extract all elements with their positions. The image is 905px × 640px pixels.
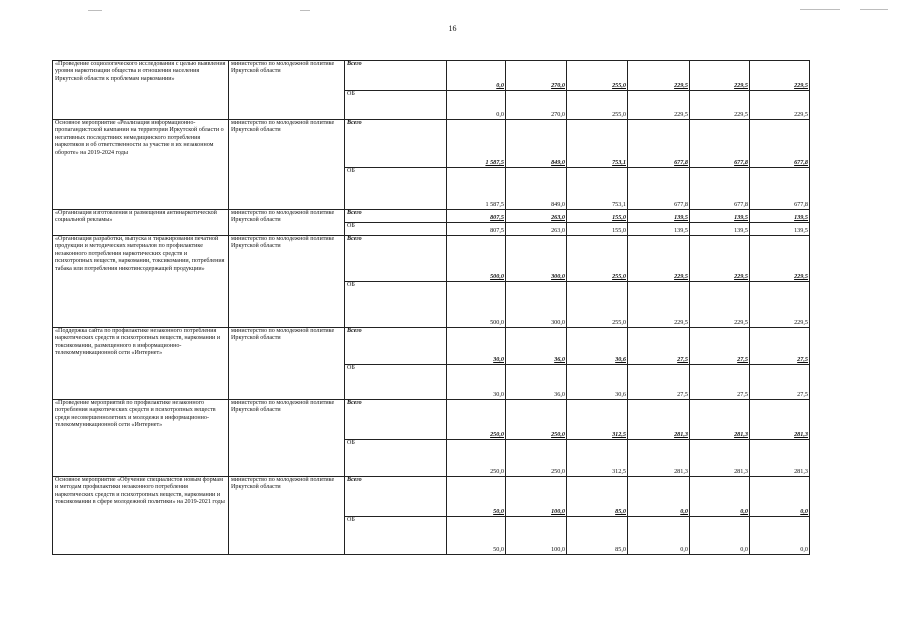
funding-source-label: ОБ (345, 168, 447, 210)
amount-cell: 500,0 (447, 236, 506, 282)
amount-cell: 300,0 (506, 236, 567, 282)
table-row (53, 210, 810, 223)
funding-total-label: Всего (345, 236, 447, 282)
table-row (53, 477, 810, 517)
amount-cell: 677,8 (690, 120, 750, 168)
executor-cell: министерство по молодежной политике Иркутской области (229, 236, 345, 328)
amount-cell: 139,5 (628, 223, 690, 236)
amount-cell: 0,0 (690, 517, 750, 555)
amount-cell: 849,0 (506, 120, 567, 168)
amount-cell: 281,3 (628, 440, 690, 477)
budget-body (53, 61, 810, 555)
amount-cell: 27,5 (628, 328, 690, 365)
funding-total-label: Всего (345, 61, 447, 91)
amount-cell: 312,5 (567, 440, 628, 477)
amount-cell: 139,5 (690, 210, 750, 223)
amount-cell: 229,5 (628, 91, 690, 120)
amount-cell: 281,3 (690, 400, 750, 440)
amount-cell: 0,0 (750, 477, 810, 517)
amount-cell: 849,0 (506, 168, 567, 210)
amount-cell: 250,0 (506, 440, 567, 477)
amount-cell: 807,5 (447, 223, 506, 236)
amount-cell: 229,5 (628, 282, 690, 328)
amount-cell: 27,5 (750, 365, 810, 400)
scan-artifact (300, 10, 310, 11)
amount-cell: 155,0 (567, 210, 628, 223)
amount-cell: 229,5 (750, 282, 810, 328)
funding-source-label: ОБ (345, 365, 447, 400)
amount-cell: 677,8 (628, 168, 690, 210)
amount-cell: 0,0 (690, 477, 750, 517)
amount-cell: 139,5 (690, 223, 750, 236)
funding-source-label: ОБ (345, 91, 447, 120)
amount-cell: 27,5 (750, 328, 810, 365)
amount-cell: 100,0 (506, 517, 567, 555)
amount-cell: 229,5 (690, 91, 750, 120)
amount-cell: 139,5 (628, 210, 690, 223)
amount-cell: 677,8 (750, 120, 810, 168)
funding-source-label: ОБ (345, 282, 447, 328)
table-row (53, 400, 810, 440)
scan-artifact (88, 10, 102, 11)
table-row (53, 61, 810, 91)
amount-cell: 229,5 (750, 91, 810, 120)
table-row (53, 120, 810, 168)
amount-cell: 250,0 (447, 440, 506, 477)
amount-cell: 229,5 (628, 236, 690, 282)
amount-cell: 229,5 (690, 61, 750, 91)
amount-cell: 0,0 (447, 61, 506, 91)
amount-cell: 281,3 (628, 400, 690, 440)
amount-cell: 30,0 (447, 328, 506, 365)
amount-cell: 139,5 (750, 210, 810, 223)
amount-cell: 229,5 (690, 282, 750, 328)
amount-cell: 753,1 (567, 168, 628, 210)
amount-cell: 139,5 (750, 223, 810, 236)
amount-cell: 270,0 (506, 91, 567, 120)
executor-cell: министерство по молодежной политике Иркутской области (229, 477, 345, 555)
activity-name-cell: «Организация разработки, выпуска и тиражирования печатной продукции и методических материалов по профилактике незаконного потребления наркотических средств и психотропных веществ, наркомании, токсикомании, потребления табака или потребления никотинсодержащей продукции» (53, 236, 229, 328)
amount-cell: 0,0 (628, 517, 690, 555)
amount-cell: 85,0 (567, 477, 628, 517)
funding-source-label: ОБ (345, 440, 447, 477)
activity-name-cell: Основное мероприятие «Реализация информационно-пропагандистской кампании на территории Иркутской области о негативных последствиях немедицинского потребления наркотиков и об ответственности за участие в их незаконном обороте» на 2019-2024 годы (53, 120, 229, 210)
amount-cell: 0,0 (628, 477, 690, 517)
scan-artifact (800, 9, 840, 10)
amount-cell: 255,0 (567, 236, 628, 282)
executor-cell: министерство по молодежной политике Иркутской области (229, 210, 345, 236)
amount-cell: 281,3 (750, 400, 810, 440)
amount-cell: 281,3 (690, 440, 750, 477)
activity-name-cell: «Проведение мероприятий по профилактике незаконного потребления наркотических средств и психотропных веществ среди несовершеннолетних и молодежи в информационно-телекоммуникационной сети «Интернет» (53, 400, 229, 477)
page-number: 16 (448, 24, 457, 33)
amount-cell: 0,0 (750, 517, 810, 555)
table-row (53, 236, 810, 282)
amount-cell: 27,5 (690, 365, 750, 400)
funding-total-label: Всего (345, 477, 447, 517)
amount-cell: 270,0 (506, 61, 567, 91)
amount-cell: 807,5 (447, 210, 506, 223)
activity-name-cell: Основное мероприятие «Обучение специалистов новым формам и методам профилактики незаконного потребления наркотических средств и психотропных веществ, наркомании и токсикомании в сфере молодежной политики» на 2019-2021 годы (53, 477, 229, 555)
amount-cell: 27,5 (628, 365, 690, 400)
amount-cell: 250,0 (447, 400, 506, 440)
activity-name-cell: «Организация изготовления и размещения антинаркотической социальной рекламы» (53, 210, 229, 236)
activity-name-cell: «Проведение социологического исследования с целью выявления уровня наркотизации общества и отношения населения Иркутской области к проблемам наркомании» (53, 61, 229, 120)
amount-cell: 229,5 (628, 61, 690, 91)
amount-cell: 85,0 (567, 517, 628, 555)
amount-cell: 50,0 (447, 517, 506, 555)
executor-cell: министерство по молодежной политике Иркутской области (229, 120, 345, 210)
amount-cell: 229,5 (750, 236, 810, 282)
amount-cell: 677,8 (750, 168, 810, 210)
amount-cell: 229,5 (690, 236, 750, 282)
amount-cell: 1 587,5 (447, 168, 506, 210)
executor-cell: министерство по молодежной политике Иркутской области (229, 61, 345, 120)
executor-cell: министерство по молодежной политике Иркутской области (229, 328, 345, 400)
amount-cell: 50,0 (447, 477, 506, 517)
amount-cell: 155,0 (567, 223, 628, 236)
funding-source-label: ОБ (345, 223, 447, 236)
amount-cell: 263,0 (506, 210, 567, 223)
amount-cell: 255,0 (567, 282, 628, 328)
amount-cell: 1 587,5 (447, 120, 506, 168)
funding-source-label: ОБ (345, 517, 447, 555)
amount-cell: 36,0 (506, 328, 567, 365)
table-row (53, 328, 810, 365)
amount-cell: 263,0 (506, 223, 567, 236)
amount-cell: 250,0 (506, 400, 567, 440)
amount-cell: 0,0 (447, 91, 506, 120)
amount-cell: 255,0 (567, 91, 628, 120)
amount-cell: 30,6 (567, 365, 628, 400)
amount-cell: 30,6 (567, 328, 628, 365)
amount-cell: 500,0 (447, 282, 506, 328)
activity-name-cell: «Поддержка сайта по профилактике незаконного потребления наркотических средств и психотропных веществ, наркомании и токсикомании, размещенного в информационно-телекоммуникационной сети «Интернет» (53, 328, 229, 400)
amount-cell: 229,5 (750, 61, 810, 91)
amount-cell: 312,5 (567, 400, 628, 440)
funding-total-label: Всего (345, 210, 447, 223)
amount-cell: 677,8 (690, 168, 750, 210)
amount-cell: 27,5 (690, 328, 750, 365)
scan-artifact (860, 9, 888, 10)
amount-cell: 255,0 (567, 61, 628, 91)
funding-total-label: Всего (345, 328, 447, 365)
amount-cell: 36,0 (506, 365, 567, 400)
amount-cell: 753,1 (567, 120, 628, 168)
amount-cell: 100,0 (506, 477, 567, 517)
budget-table (52, 60, 810, 555)
amount-cell: 30,0 (447, 365, 506, 400)
funding-total-label: Всего (345, 120, 447, 168)
amount-cell: 677,8 (628, 120, 690, 168)
executor-cell: министерство по молодежной политике Иркутской области (229, 400, 345, 477)
amount-cell: 300,0 (506, 282, 567, 328)
funding-total-label: Всего (345, 400, 447, 440)
amount-cell: 281,3 (750, 440, 810, 477)
